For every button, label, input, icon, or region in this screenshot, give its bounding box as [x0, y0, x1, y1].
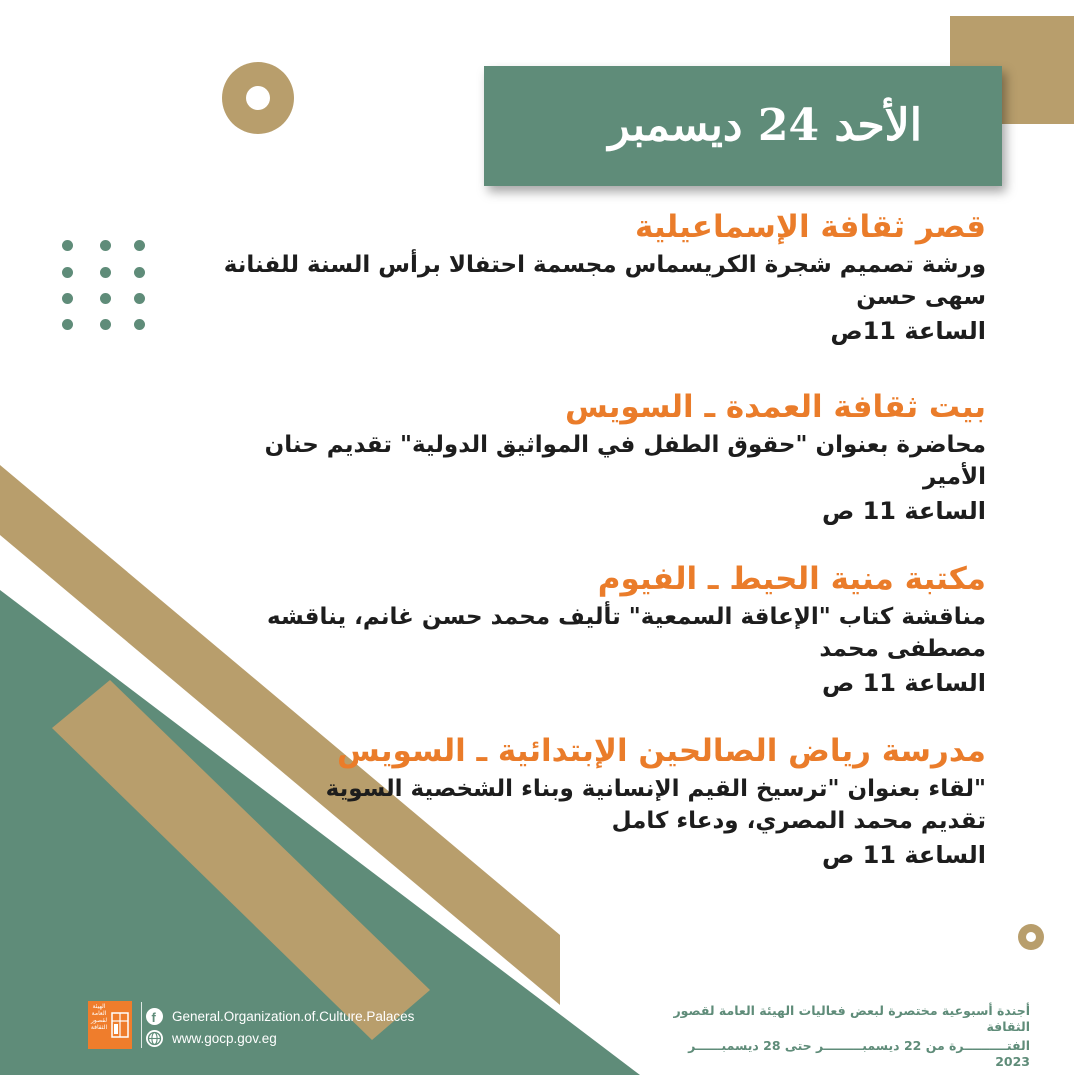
- agenda-caption: [670, 1003, 1030, 1070]
- event-description: مصطفى محمد: [819, 636, 986, 662]
- event-item: [206, 385, 986, 529]
- event-venue: قصر ثقافة الإسماعيلية: [635, 209, 986, 245]
- event-description: محاضرة بعنوان "حقوق الطفل في المواثيق الدولية" تقديم حنان الأمير: [264, 432, 986, 490]
- event-description: ورشة تصميم شجرة الكريسماس مجسمة احتفالا برأس السنة للفنانة: [223, 252, 986, 278]
- dot-grid-decor: [62, 240, 152, 332]
- event-venue: بيت ثقافة العمدة ـ السويس: [564, 389, 986, 425]
- ring-decor-small-icon: [1018, 924, 1044, 950]
- event-description: "لقاء بعنوان "ترسيخ القيم الإنسانية وبناء الشخصية السوية: [325, 776, 986, 802]
- logo-text: الهيئة العامة لقصور الثقافة: [90, 1003, 108, 1031]
- website-link[interactable]: [146, 1028, 277, 1048]
- footer-divider: [141, 1002, 142, 1048]
- facebook-link[interactable]: [146, 1006, 414, 1026]
- gocp-logo: [88, 1001, 132, 1049]
- facebook-icon: [146, 1008, 163, 1025]
- event-item: [206, 729, 986, 873]
- event-venue: مدرسة رياض الصالحين الإبتدائية ـ السويس: [337, 733, 986, 769]
- event-description: تقديم محمد المصري، ودعاء كامل: [611, 808, 986, 834]
- svg-text:f: f: [151, 1009, 156, 1025]
- facebook-text: General.Organization.of.Culture.Palaces: [172, 1008, 415, 1024]
- event-description: سهى حسن: [856, 284, 986, 310]
- event-time: الساعة 11 ص: [821, 497, 986, 525]
- event-time: الساعة 11ص: [830, 317, 986, 345]
- event-item: [206, 205, 986, 349]
- ring-decor-icon: [222, 62, 294, 134]
- logo-mark-icon: [111, 1011, 129, 1039]
- event-item: [206, 557, 986, 701]
- page-title: الأحد 24 ديسمبر: [608, 100, 922, 151]
- website-text: www.gocp.gov.eg: [172, 1030, 277, 1046]
- globe-icon: [146, 1030, 163, 1047]
- events-list: [206, 205, 986, 873]
- event-description: مناقشة كتاب "الإعاقة السمعية" تأليف محمد حسن غانم، يناقشه: [267, 604, 986, 630]
- date-header-box: [484, 66, 1002, 186]
- agenda-line-2: الفتــــــــــرة من 22 ديسمبـــــــــر حتى 28 ديسمبــــــر 2023: [688, 1038, 1030, 1069]
- event-time: الساعة 11 ص: [821, 841, 986, 869]
- event-time: الساعة 11 ص: [821, 669, 986, 697]
- event-venue: مكتبة منية الحيط ـ الفيوم: [597, 561, 986, 597]
- agenda-line-1: أجندة أسبوعية مختصرة لبعض فعاليات الهيئة العامة لقصور الثقافة: [673, 1003, 1030, 1034]
